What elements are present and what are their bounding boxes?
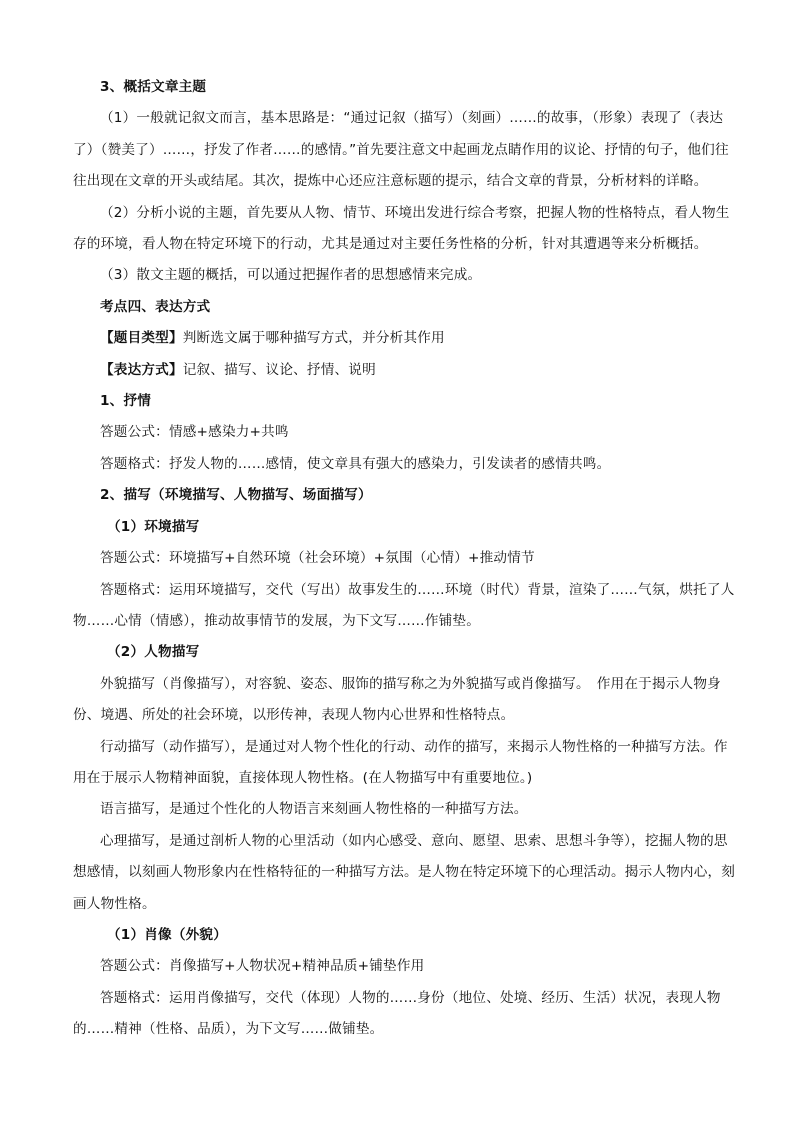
lyric-format: 答题格式：抒发人物的……感情，使文章具有强大的感染力，引发读者的感情共鸣。 (100, 455, 611, 472)
question-type-line (73, 323, 739, 354)
lyric-formula: 答题公式：情感+感染力+共鸣 (100, 424, 289, 441)
action-description: 行动描写（动作描写），是通过对人物个性化的行动、动作的描写，来揭示人物性格的一种描写方法。作用在于展示人物精神面貌，直接体现人物性格。(在人物描写中有重要地位。) (73, 738, 728, 786)
environment-format: 答题格式：运用环境描写，交代（写出）故事发生的……环境（时代）背景，渲染了……气氛，烘托了人物……心情（情感），推动故事情节的发展，为下文写……作铺垫。 (73, 581, 735, 629)
question-type-label: 【题目类型】 (100, 330, 183, 347)
document-body (73, 72, 739, 1046)
expression-modes-line (73, 355, 739, 386)
environment-formula: 答题公式：环境描写+自然环境（社会环境）+氛围（心情）+推动情节 (100, 550, 535, 567)
question-type-text: 判断选文属于哪种描写方式，并分析其作用 (182, 330, 445, 347)
subheading-description: 2、描写（环境描写、人物描写、场面描写） (100, 487, 372, 504)
appearance-description: 外貌描写（肖像描写），对容貌、姿态、服饰的描写称之为外貌描写或肖像描写。 作用在于揭示人物身份、境遇、所处的社会环境，以形传神，表现人物内心世界和性格特点。 (73, 675, 721, 724)
subheading-character: （2）人物描写 (107, 644, 200, 661)
expression-modes-text: 记叙、描写、议论、抒情、说明 (182, 361, 376, 378)
subheading-portrait: （1）肖像（外貌） (107, 926, 228, 943)
paragraph-narrative-theme: （1）一般就记叙文而言，基本思路是：“通过记叙（描写）（刻画）……的故事，（形象）表现了（表达了）（赞美了）……，抒发了作者……的感情。”首先要注意文中起画龙点睛作用的议论、抒情的句子，他们往往出现在文章的开头或结尾。其次，提炼中心还应注意标题的提示，结合文章的背景，分析材料的详略。 (73, 110, 729, 190)
language-description: 语言描写，是通过个性化的人物语言来刻画人物性格的一种描写方法。 (100, 801, 528, 818)
portrait-format: 答题格式：运用肖像描写，交代（体现）人物的……身份（地位、处境、经历、生活）状况，表现人物的……精神（性格、品质），为下文写……做铺垫。 (73, 989, 721, 1038)
paragraph-novel-theme: （2）分析小说的主题，首先要从人物、情节、环境出发进行综合考察，把握人物的性格特点，看人物生存的环境，看人物在特定环境下的行动，尤其是通过对主要任务性格的分析，针对其遭遇等来分析概括。 (73, 204, 730, 253)
paragraph-prose-theme: （3）散文主题的概括，可以通过把握作者的思想感情来完成。 (100, 267, 482, 284)
expression-modes-label: 【表达方式】 (100, 361, 183, 378)
subheading-lyric: 1、抒情 (100, 393, 152, 410)
portrait-formula: 答题公式：肖像描写+人物状况+精神品质+铺垫作用 (100, 958, 425, 975)
psychology-description: 心理描写，是通过剖析人物的心里活动（如内心感受、意向、愿望、思索、思想斗争等），挖掘人物的思想感情，以刻画人物形象内在性格特征的一种描写方法。是人物在特定环境下的心理活动。揭示人物内心，刻画人物性格。 (73, 832, 736, 912)
section-heading-topic: 3、概括文章主题 (100, 79, 207, 95)
section-heading-expression: 考点四、表达方式 (100, 298, 211, 315)
subheading-environment: （1）环境描写 (107, 518, 200, 535)
